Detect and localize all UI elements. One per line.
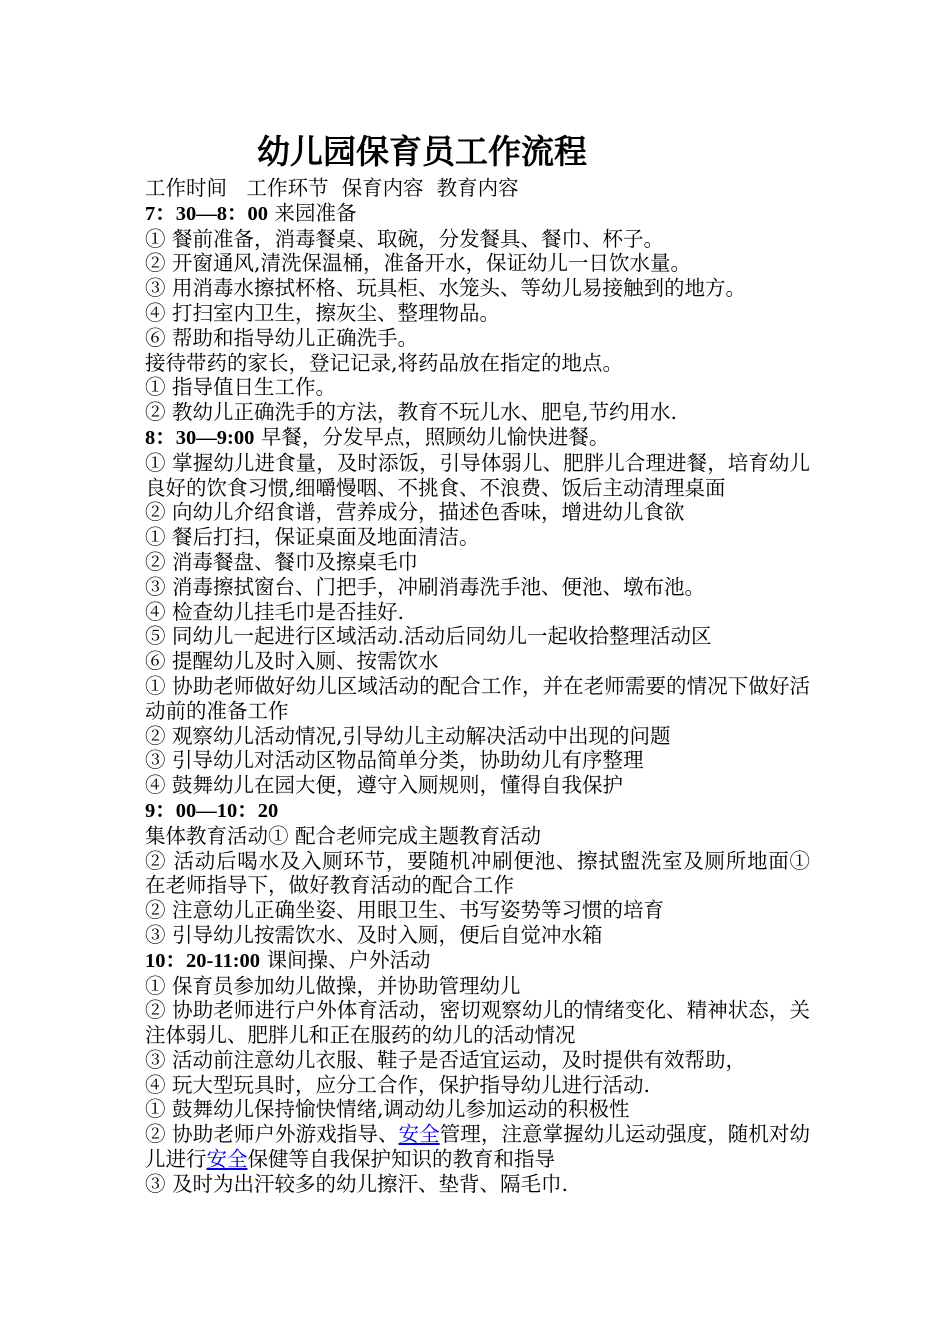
list-item: ④ 打扫室内卫生，擦灰尘、整理物品。 xyxy=(145,300,501,325)
list-item: ② 活动后喝水及入厕环节，要随机冲刷便池、擦拭盥洗室及厕所地面① 在老师指导下，做好教育活动的配合工作 xyxy=(145,848,810,898)
list-item: ① 餐前准备，消毒餐桌、取碗，分发餐具、餐巾、杯子。 xyxy=(145,226,665,251)
list-item: ③ 引导幼儿对活动区物品简单分类，协助幼儿有序整理 xyxy=(145,748,644,773)
list-item: ② 观察幼儿活动情况,引导幼儿主动解决活动中出现的问题 xyxy=(145,723,671,748)
list-item: ③ 用消毒水擦拭杯格、玩具柜、水笼头、等幼儿易接触到的地方。 xyxy=(145,276,747,301)
list-item: ② 消毒餐盘、餐巾及擦桌毛巾 xyxy=(145,549,419,574)
safety-link[interactable]: 安全 xyxy=(398,1122,440,1147)
list-item: ③ 引导幼儿按需饮水、及时入厕，便后自觉冲水箱 xyxy=(145,922,603,947)
section-label: 课间操、户外活动 xyxy=(266,947,431,972)
header-row: 工作时间 工作环节 保育内容 教育内容 xyxy=(145,176,519,200)
section-heading-group-education xyxy=(145,798,810,824)
time-range: 8：30—9:00 xyxy=(145,426,255,449)
document-page xyxy=(145,130,810,1197)
text-segment: 保健等自我保护知识的教育和指导 xyxy=(247,1147,555,1172)
list-item: ③ 消毒擦拭窗台、门把手，冲刷消毒洗手池、便池、墩布池。 xyxy=(145,574,706,599)
section-heading-breakfast xyxy=(145,425,810,451)
list-item: ① 餐后打扫，保证桌面及地面清洁。 xyxy=(145,525,480,550)
time-range: 10：20-11:00 xyxy=(145,949,261,972)
list-item: ① 指导值日生工作。 xyxy=(145,375,337,400)
safety-link-2[interactable]: 安全 xyxy=(206,1147,248,1172)
list-item: ② 开窗通风,清洗保温桶，准备开水，保证幼儿一日饮水量。 xyxy=(145,251,692,276)
list-item: ② 协助老师进行户外体育活动，密切观察幼儿的情绪变化、精神状态，关注体弱儿、肥胖儿和正在服药的幼儿的活动情况 xyxy=(145,998,810,1048)
list-item: ④ 鼓舞幼儿在园大便，遵守入厕规则，懂得自我保护 xyxy=(145,773,624,798)
list-item: ⑤ 同幼儿一起进行区域活动.活动后同幼儿一起收拾整理活动区 xyxy=(145,624,712,649)
section-heading-outdoor xyxy=(145,948,810,974)
list-item: ⑥ 帮助和指导幼儿正确洗手。 xyxy=(145,325,419,350)
section-heading-arrival xyxy=(145,201,810,227)
time-range: 9：00—10：20 xyxy=(145,799,279,822)
list-item-with-links xyxy=(145,1122,810,1172)
list-item: ① 协助老师做好幼儿区域活动的配合工作，并在老师需要的情况下做好活动前的准备工作 xyxy=(145,673,810,723)
text-segment: ② 协助老师户外游戏指导、 xyxy=(145,1122,399,1147)
list-item: ② 注意幼儿正确坐姿、用眼卫生、书写姿势等习惯的培育 xyxy=(145,898,665,923)
list-item: 集体教育活动① 配合老师完成主题教育活动 xyxy=(145,823,542,848)
list-item: 接待带药的家长，登记记录,将药品放在指定的地点。 xyxy=(145,350,624,375)
list-item: ④ 检查幼儿挂毛巾是否挂好. xyxy=(145,599,405,624)
text-segment: 管理，注意掌握幼儿运动强度，随机对幼儿进行 xyxy=(145,1122,811,1172)
list-item: ④ 玩大型玩具时，应分工合作，保护指导幼儿进行活动. xyxy=(145,1072,651,1097)
list-item: ① 掌握幼儿进食量，及时添饭，引导体弱儿、肥胖儿合理进餐，培育幼儿良好的饮食习惯,细嚼慢咽、不挑食、不浪费、饭后主动清理桌面 xyxy=(145,450,810,500)
page-title: 幼儿园保育员工作流程 xyxy=(257,132,587,171)
list-item: ② 教幼儿正确洗手的方法，教育不玩儿水、肥皂,节约用水. xyxy=(145,400,678,425)
time-range: 7：30—8：00 xyxy=(145,202,268,225)
list-item: ⑥ 提醒幼儿及时入厕、按需饮水 xyxy=(145,649,439,674)
section-label: 早餐，分发早点，照顾幼儿愉快进餐。 xyxy=(260,424,610,449)
list-item: ③ 及时为出汗较多的幼儿擦汗、垫背、隔毛巾. xyxy=(145,1171,569,1196)
list-item: ② 向幼儿介绍食谱，营养成分，描述色香味，增进幼儿食欲 xyxy=(145,500,685,525)
list-item: ① 保育员参加幼儿做操，并协助管理幼儿 xyxy=(145,973,521,998)
list-item: ① 鼓舞幼儿保持愉快情绪,调动幼儿参加运动的积极性 xyxy=(145,1097,630,1122)
section-label: 来园准备 xyxy=(274,200,357,225)
list-item: ③ 活动前注意幼儿衣服、鞋子是否适宜运动，及时提供有效帮助， xyxy=(145,1047,747,1072)
